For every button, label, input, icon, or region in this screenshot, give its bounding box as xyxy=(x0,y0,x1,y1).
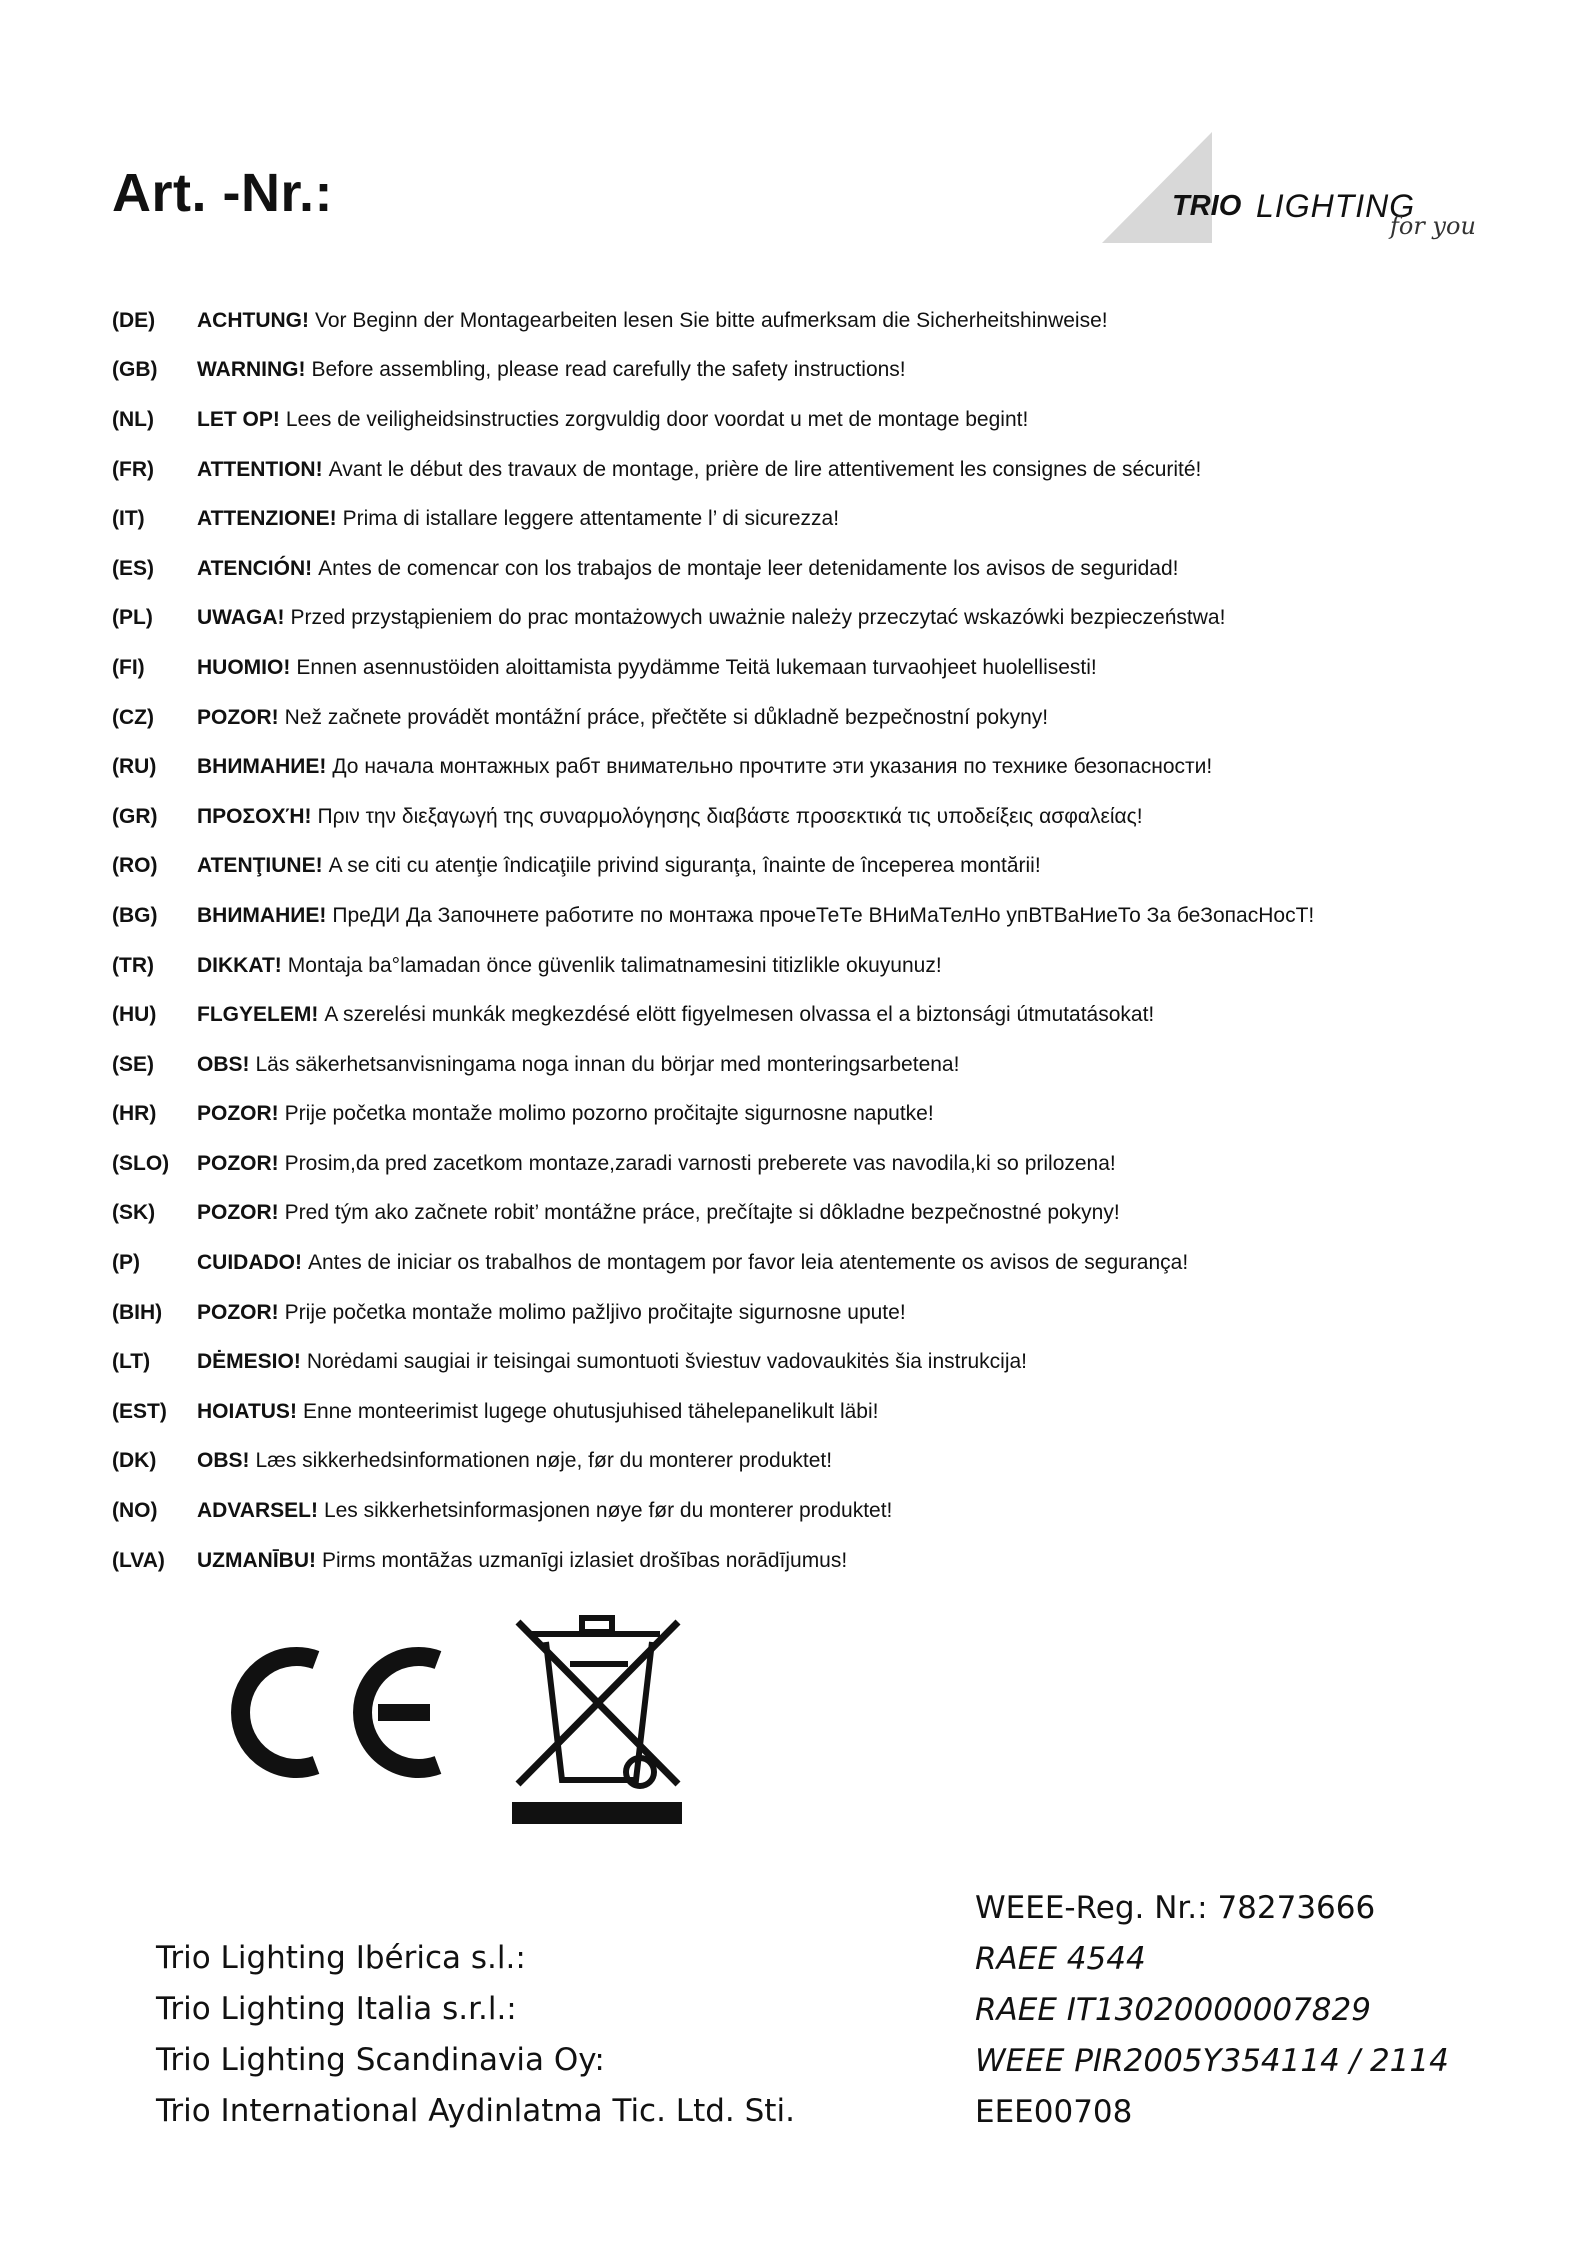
warning-text: Norėdami saugiai ir teisingai sumontuoti šviestuv vadovaukitės šia instrukcija! xyxy=(306,1350,1028,1374)
warning-keyword: UWAGA! xyxy=(197,606,285,630)
weee-registration: WEEE-Reg. Nr.: 78273666 xyxy=(975,1890,1376,1926)
warning-keyword: DĖMESIO! xyxy=(197,1350,301,1374)
warning-text: Vor Beginn der Montagearbeiten lesen Sie bitte aufmerksam die Sicherheitshinweise! xyxy=(314,308,1108,332)
registration-item: RAEE IT13020000007829 xyxy=(975,1992,1371,2028)
language-code: (LVA) xyxy=(112,1548,165,1572)
warning-row xyxy=(112,742,1532,792)
warning-text: Než začnete provádět montážní práce, přečtěte si důkladně bezpečnostní pokyny! xyxy=(284,705,1049,729)
logo-brand-strong: TRIO xyxy=(1172,190,1242,222)
warning-row xyxy=(112,792,1532,842)
warning-text: Prije početka montaže molimo pažljivo pročitajte sigurnosne upute! xyxy=(284,1300,906,1324)
warning-text: Montaja ba°lamadan önce güvenlik talimatnamesini titizlikle okuyunuz! xyxy=(287,953,942,977)
warning-row xyxy=(112,842,1532,892)
language-code: (LT) xyxy=(112,1350,151,1374)
language-code: (TR) xyxy=(112,953,154,977)
warning-text: Avant le début des travaux de montage, prière de lire attentivement les consignes de sécurité! xyxy=(328,457,1202,481)
warning-text: Prije početka montaže molimo pozorno pročitajte sigurnosne naputke! xyxy=(284,1102,934,1126)
language-code: (GR) xyxy=(112,804,158,828)
language-code: (IT) xyxy=(112,507,145,531)
language-code: (CZ) xyxy=(112,705,154,729)
warning-text: A se citi cu atenţie îndicaţiile privind siguranţa, înainte de începerea montării! xyxy=(328,854,1041,878)
warning-keyword: POZOR! xyxy=(197,1300,279,1324)
language-code: (FI) xyxy=(112,655,145,679)
warning-text: Læs sikkerhedsinformationen nøje, før du monterer produktet! xyxy=(255,1449,833,1473)
warning-text: Les sikkerhetsinformasjonen nøye før du monterer produktet! xyxy=(323,1499,893,1523)
warning-row xyxy=(112,990,1532,1040)
ce-mark-icon xyxy=(228,1640,448,1785)
warning-keyword: POZOR! xyxy=(197,705,279,729)
language-code: (BG) xyxy=(112,903,158,927)
warning-text: Prima di istallare leggere attentamente l’ di sicurezza! xyxy=(342,507,840,531)
registration-list xyxy=(975,1890,1449,2145)
page-title: Art. -Nr.: xyxy=(112,163,333,223)
warning-keyword: CUIDADO! xyxy=(197,1251,302,1275)
trio-lighting-logo xyxy=(1100,130,1500,260)
warning-text: Lees de veiligheidsinstructies zorgvuldig door voordat u met de montage begint! xyxy=(285,407,1029,431)
warning-text: Pirms montāžas uzmanīgi izlasiet drošības norādījumus! xyxy=(321,1548,848,1572)
language-code: (NO) xyxy=(112,1499,158,1523)
warning-row xyxy=(112,1387,1532,1437)
warning-row xyxy=(112,1288,1532,1338)
safety-warning-list xyxy=(112,296,1532,1585)
language-code: (RU) xyxy=(112,755,157,779)
language-code: (PL) xyxy=(112,606,153,630)
language-code: (NL) xyxy=(112,407,154,431)
warning-keyword: ATENŢIUNE! xyxy=(197,854,323,878)
registration-item: EEE00708 xyxy=(975,2094,1133,2130)
warning-row xyxy=(112,1090,1532,1140)
company-name: Trio Lighting Italia s.r.l.: xyxy=(156,1991,517,2027)
warning-keyword: ΠΡΟΣΟΧΉ! xyxy=(197,804,312,828)
warning-text: ПреДИ Да Започнете работите по монтажа прочеТеТе ВНиМаТелНо упВТВаНиеТо За беЗопасНосТ! xyxy=(332,903,1315,927)
warning-row xyxy=(112,1536,1532,1586)
logo-brand-light: LIGHTING xyxy=(1256,188,1416,224)
warning-row xyxy=(112,594,1532,644)
language-code: (BIH) xyxy=(112,1300,163,1324)
language-code: (SLO) xyxy=(112,1151,170,1175)
warning-text: Pred tým ako začnete robit’ montážne práce, prečítajte si dôkladne bezpečnostné pokyny! xyxy=(284,1201,1120,1225)
company-name: Trio International Aydinlatma Tic. Ltd. Sti. xyxy=(156,2093,795,2129)
language-code: (DE) xyxy=(112,308,156,332)
language-code: (DK) xyxy=(112,1449,157,1473)
warning-keyword: WARNING! xyxy=(197,358,306,382)
warning-text: Läs säkerhetsanvisningama noga innan du börjar med monteringsarbetena! xyxy=(255,1052,960,1076)
warning-keyword: ATENCIÓN! xyxy=(197,556,313,580)
warning-keyword: UZMANĪBU! xyxy=(197,1548,316,1572)
warning-text: Πριν την διεξαγωγή της συναρμολόγησης διαβάστε προσεκτικά τις υποδείξεις ασφαλείας! xyxy=(317,804,1143,828)
warning-row xyxy=(112,1238,1532,1288)
warning-row xyxy=(112,346,1532,396)
warning-keyword: POZOR! xyxy=(197,1102,279,1126)
warning-keyword: ATTENTION! xyxy=(197,457,323,481)
warning-row xyxy=(112,693,1532,743)
warning-keyword: FLGYELEM! xyxy=(197,1003,319,1027)
company-name: Trio Lighting Ibérica s.l.: xyxy=(156,1940,526,1976)
warning-row xyxy=(112,643,1532,693)
warning-keyword: ATTENZIONE! xyxy=(197,507,337,531)
warning-row xyxy=(112,544,1532,594)
language-code: (HU) xyxy=(112,1003,157,1027)
warning-text: Enne monteerimist lugege ohutusjuhised tähelepanelikult läbi! xyxy=(302,1399,879,1423)
warning-row xyxy=(112,941,1532,991)
warning-row xyxy=(112,1437,1532,1487)
warning-keyword: POZOR! xyxy=(197,1201,279,1225)
warning-row xyxy=(112,1337,1532,1387)
warning-keyword: HUOMIO! xyxy=(197,655,291,679)
warning-keyword: OBS! xyxy=(197,1449,250,1473)
registration-item: WEEE PIR2005Y354114 / 2114 xyxy=(975,2043,1449,2079)
language-code: (ES) xyxy=(112,556,154,580)
warning-keyword: HOIATUS! xyxy=(197,1399,297,1423)
warning-keyword: OBS! xyxy=(197,1052,250,1076)
warning-row xyxy=(112,296,1532,346)
warning-row xyxy=(112,445,1532,495)
warning-row xyxy=(112,1189,1532,1239)
language-code: (SE) xyxy=(112,1052,154,1076)
language-code: (HR) xyxy=(112,1102,157,1126)
warning-text: Ennen asennustöiden aloittamista pyydämme Teitä lukemaan turvaohjeet huolellisesti! xyxy=(296,655,1097,679)
company-list xyxy=(156,1940,795,2144)
warning-text: Przed przystąpieniem do prac montażowych uważnie należy przeczytać wskazówki bezpieczeństwa! xyxy=(290,606,1226,630)
registration-item: RAEE 4544 xyxy=(975,1941,1146,1977)
language-code: (GB) xyxy=(112,358,158,382)
logo-tagline: for you xyxy=(1390,212,1476,240)
warning-row xyxy=(112,1040,1532,1090)
warning-text: Prosim,da pred zacetkom montaze,zaradi varnosti preberete vas navodila,ki so prilozena! xyxy=(284,1151,1116,1175)
language-code: (FR) xyxy=(112,457,154,481)
warning-text: Antes de iniciar os trabalhos de montagem por favor leia atentemente os avisos de segurança! xyxy=(308,1251,1189,1275)
warning-text: Antes de comencar con los trabajos de montaje leer detenidamente los avisos de seguridad! xyxy=(318,556,1179,580)
language-code: (P) xyxy=(112,1251,140,1275)
company-name: Trio Lighting Scandinavia Oy: xyxy=(156,2042,605,2078)
language-code: (EST) xyxy=(112,1399,167,1423)
warning-row xyxy=(112,1139,1532,1189)
warning-row xyxy=(112,395,1532,445)
warning-row xyxy=(112,891,1532,941)
language-code: (SK) xyxy=(112,1201,156,1225)
crossed-out-bin-icon xyxy=(510,1612,685,1827)
warning-row xyxy=(112,494,1532,544)
warning-keyword: LET OP! xyxy=(197,407,280,431)
warning-text: До начала монтажных рабт внимательно прочтите эти указания по технике безопасности! xyxy=(332,755,1213,779)
warning-text: Before assembling, please read carefully the safety instructions! xyxy=(311,358,906,382)
warning-keyword: ВНИМАНИЕ! xyxy=(197,755,327,779)
warning-row xyxy=(112,1486,1532,1536)
warning-keyword: ACHTUNG! xyxy=(197,308,309,332)
warning-text: A szerelési munkák megkezdésé elött figyelmesen olvassa el a biztonsági útmutatásokat! xyxy=(324,1003,1155,1027)
warning-keyword: POZOR! xyxy=(197,1151,279,1175)
warning-keyword: ADVARSEL! xyxy=(197,1499,318,1523)
language-code: (RO) xyxy=(112,854,158,878)
warning-keyword: DIKKAT! xyxy=(197,953,282,977)
logo-triangle-icon xyxy=(1100,130,1240,245)
warning-keyword: ВНИМАНИЕ! xyxy=(197,903,327,927)
